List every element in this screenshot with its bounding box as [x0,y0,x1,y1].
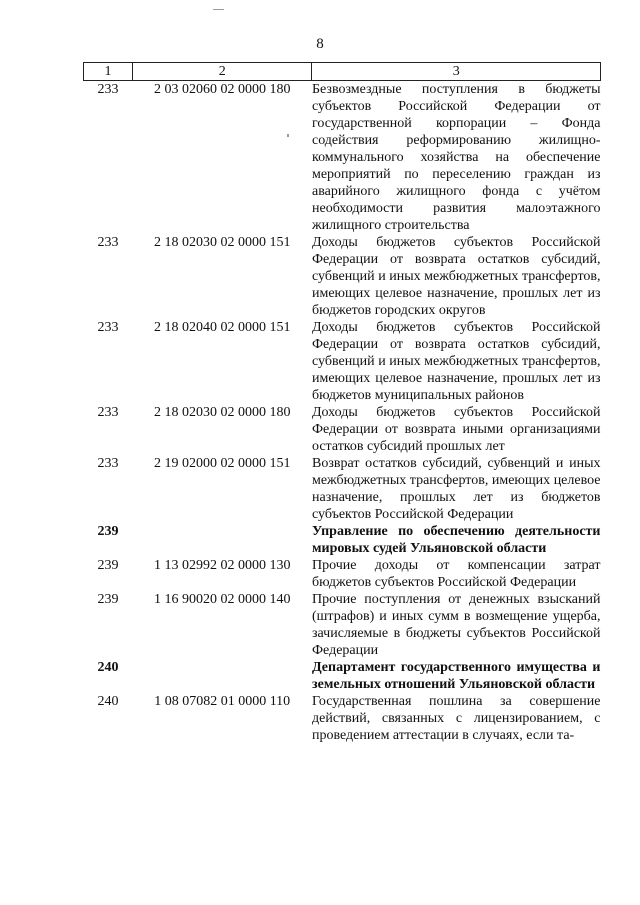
revenue-code: 2 18 02030 02 0000 151 [153,235,291,250]
revenue-code [132,659,312,693]
revenue-description: Государственная пошлина за совершение действий, связанных с лицензированием, с проведением аттестации в случаях, если та- [311,694,601,743]
column-header-3: 3 [312,63,601,81]
administrator-heading-row [84,523,601,557]
admin-code: 240 [97,660,119,675]
table-row [84,234,601,319]
scan-speck [213,9,224,10]
revenue-code: 2 19 02000 02 0000 151 [153,456,291,471]
page-number: 8 [316,36,324,52]
table-row [84,591,601,659]
table-header-row [84,63,601,81]
admin-code: 239 [97,524,119,539]
admin-code: 240 [97,694,119,709]
admin-code: 233 [97,456,119,471]
revenue-code [132,523,312,557]
table-row [84,455,601,523]
revenue-code: 2 03 02060 02 0000 180 [153,82,291,97]
admin-code: 233 [97,405,119,420]
revenue-description: Возврат остатков субсидий, субвенций и иных межбюджетных трансфертов, имеющих целевое назначение, прошлых лет из бюджетов субъектов Российской Федерации [311,456,601,522]
admin-code: 239 [97,558,119,573]
table-row [84,404,601,455]
revenue-description: Доходы бюджетов субъектов Российской Федерации от возврата остатков субсидий, субвенций и иных межбюджетных трансфертов, имеющих целевое назначение, прошлых лет из бюджетов муниципальных районов [311,320,601,403]
table-row [84,557,601,591]
revenue-classification-table [83,62,601,744]
admin-code: 239 [97,592,119,607]
table-row [84,693,601,744]
revenue-code: 2 18 02030 02 0000 180 [153,405,291,420]
administrator-heading-row [84,659,601,693]
admin-code: 233 [97,235,119,250]
table-row [84,319,601,404]
administrator-name: Департамент государственного имущества и земельных отношений Ульяновской области [311,660,601,692]
revenue-description: Прочие поступления от денежных взысканий (штрафов) и иных сумм в возмещение ущерба, зачисляемые в бюджеты субъектов Российской Федерации [311,592,601,658]
column-header-2: 2 [132,63,312,81]
revenue-description: Прочие доходы от компенсации затрат бюджетов субъектов Российской Федерации [311,558,601,590]
revenue-code: 2 18 02040 02 0000 151 [153,320,291,335]
administrator-name: Управление по обеспечению деятельности мировых судей Ульяновской области [311,524,601,556]
revenue-description: Доходы бюджетов субъектов Российской Федерации от возврата остатков субсидий, субвенций и иных межбюджетных трансфертов, имеющих целевое назначение, прошлых лет из бюджетов городских округов [311,235,601,318]
admin-code: 233 [97,82,119,97]
admin-code: 233 [97,320,119,335]
revenue-code: 1 16 90020 02 0000 140 [153,592,291,607]
column-header-1: 1 [84,63,133,81]
revenue-code: 1 08 07082 01 0000 110 [154,694,291,709]
revenue-description: Безвозмездные поступления в бюджеты субъектов Российской Федерации от государственной корпорации – Фонда содействия реформированию жилищно-коммунального хозяйства на обеспечение мероприятий по переселению граждан из аварийного жилищного фонда с учётом необходимости развития малоэтажного жилищного строительства [311,82,601,233]
table-row [84,81,601,235]
revenue-code: 1 13 02992 02 0000 130 [153,558,291,573]
revenue-description: Доходы бюджетов субъектов Российской Федерации от возврата иными организациями остатков субсидий прошлых лет [311,405,601,454]
